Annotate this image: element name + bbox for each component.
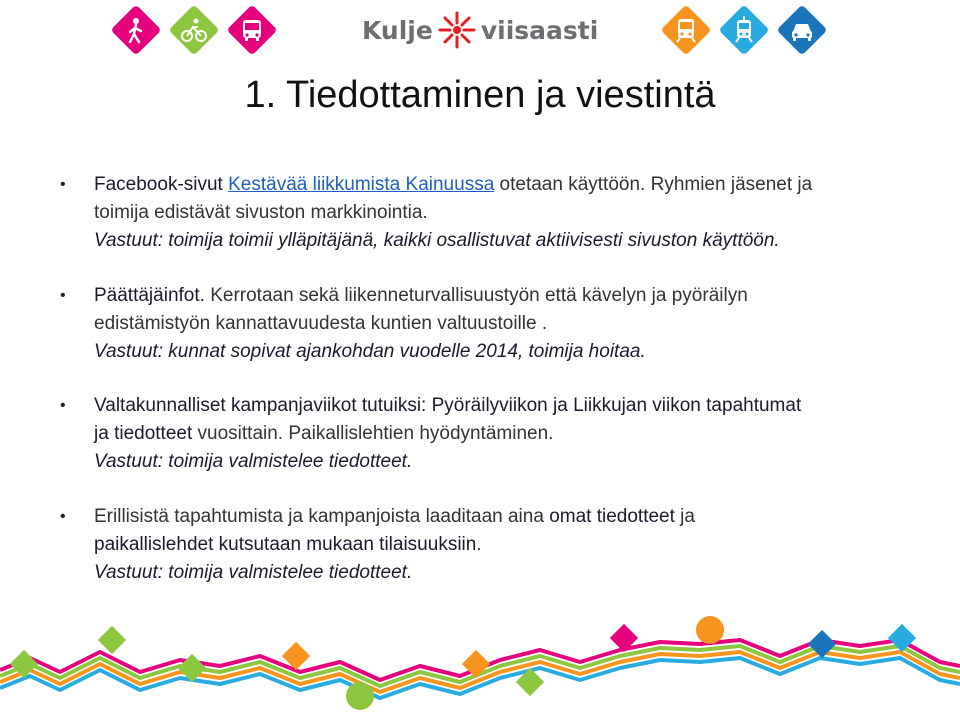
- train-icon: [661, 5, 712, 56]
- tram-icon: [719, 5, 770, 56]
- bullet-dot: •: [60, 176, 66, 193]
- bullet-lead: Valtakunnalliset kampanjaviikot tutuiksi: Pyöräilyviikon ja Liikkujan viikon tapahtumat: [94, 395, 802, 416]
- brand-logo: [362, 12, 598, 48]
- bullet-text: otetaan käyttöön. Ryhmien jäsenet ja: [494, 174, 813, 195]
- bicycle-icon: [169, 5, 220, 56]
- bullet-text-line2: edistämistyön kannattavuudesta kuntien valtuustoille .: [94, 313, 548, 334]
- bullet-dot: •: [60, 287, 66, 304]
- bullet-lead-line2: ja tiedotteet: [94, 423, 193, 444]
- logo-word-1: Kulje: [362, 15, 433, 45]
- bullet-dot: •: [60, 508, 66, 525]
- responsibility-text: Vastuut: toimija valmistelee tiedotteet.: [94, 562, 413, 583]
- bullet-facebook: [60, 171, 920, 255]
- bus-icon: [227, 5, 278, 56]
- car-icon: [777, 5, 828, 56]
- bullet-text: vuosittain. Paikallislehtien hyödyntäminen.: [192, 423, 554, 444]
- bullet-events: [60, 503, 920, 587]
- bullet-lead: Päättäjäinfot.: [94, 285, 205, 306]
- bullet-campaign-weeks: [60, 392, 920, 476]
- logo-word-2: viisaasti: [480, 15, 599, 45]
- responsibility-text: Vastuut: toimija toimii ylläpitäjänä, kaikki osallistuvat aktiivisesti sivuston käyttöön.: [94, 230, 780, 251]
- bullet-text: Kerrotaan sekä liikenneturvallisuustyön että kävelyn ja pyöräilyn: [204, 285, 748, 306]
- bullet-text: Erillisistä tapahtumista ja kampanjoista laaditaan aina: [94, 506, 550, 527]
- footer-transit-line: [0, 600, 960, 717]
- bullet-text-line2-end: .: [476, 534, 482, 555]
- bullet-emphasis: omat tiedotteet: [549, 506, 675, 527]
- responsibility-text: Vastuut: kunnat sopivat ajankohdan vuodelle 2014, toimija hoitaa.: [94, 341, 646, 362]
- pedestrian-icon: [111, 5, 162, 56]
- bullet-lead: Facebook-sivut: [94, 174, 223, 195]
- responsibility-text: Vastuut: toimija valmistelee tiedotteet.: [94, 451, 413, 472]
- bullet-text-end: ja: [674, 506, 695, 527]
- logo-burst-icon: [437, 10, 477, 50]
- bullet-emphasis-line2: paikallislehdet kutsutaan mukaan tilaisuuksiin: [94, 534, 477, 555]
- page-title: 1. Tiedottaminen ja viestintä: [244, 74, 716, 116]
- facebook-page-link[interactable]: Kestävää liikkumista Kainuussa: [228, 174, 495, 195]
- bullet-text-line2: toimija edistävät sivuston markkinointia.: [94, 202, 428, 223]
- bullet-dot: •: [60, 397, 66, 414]
- bullet-decision-makers: [60, 282, 920, 366]
